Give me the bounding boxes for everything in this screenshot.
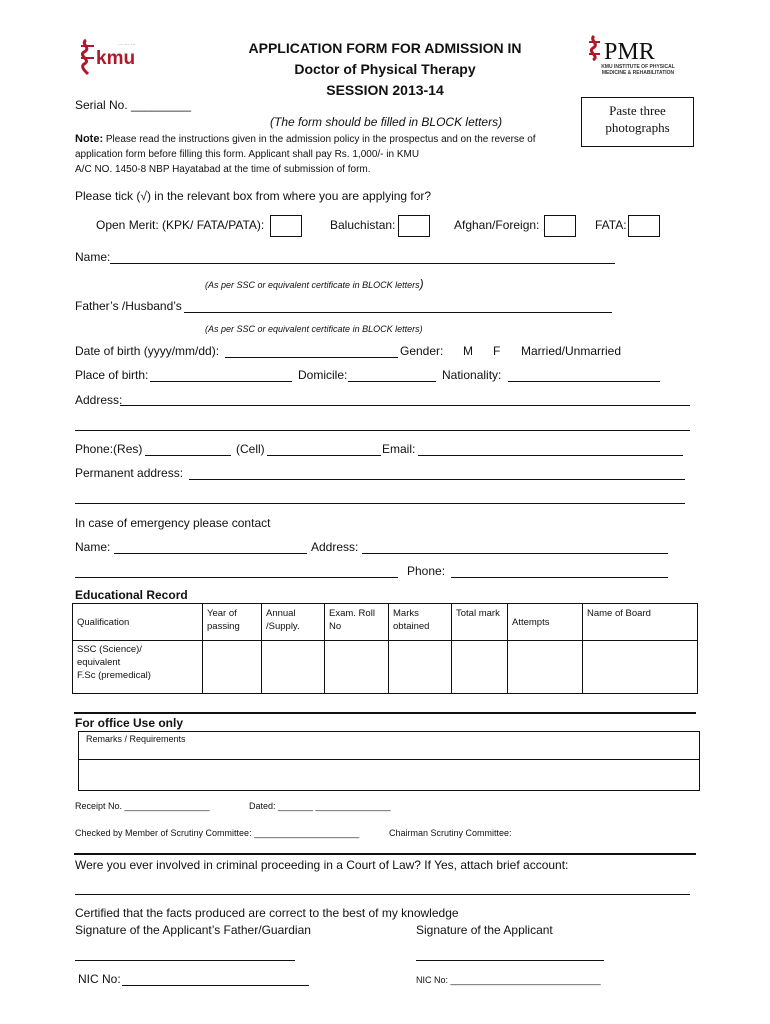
email-label: Email: xyxy=(382,442,416,456)
education-table xyxy=(72,603,698,694)
nic-left-field[interactable] xyxy=(122,985,309,986)
nationality-field[interactable] xyxy=(508,381,660,382)
annual-cell[interactable] xyxy=(262,641,325,694)
father-signature-field[interactable] xyxy=(75,960,295,961)
note-line2: application form before filling this form. Applicant shall pay Rs. 1,000/- in KMU xyxy=(75,149,420,160)
note-label: Note: xyxy=(75,133,104,145)
criminal-divider xyxy=(74,853,696,855)
marks-cell[interactable] xyxy=(389,641,452,694)
kmu-logo xyxy=(78,36,154,76)
emergency-phone-label: Phone: xyxy=(407,564,446,578)
dob-label: Date of birth (yyyy/mm/dd): xyxy=(75,344,220,358)
col-year: Year of passing xyxy=(203,604,262,641)
block-letters-note: (The form should be filled in BLOCK letters) xyxy=(270,115,503,129)
gender-label: Gender: xyxy=(400,344,444,358)
phone-res-label: Phone:(Res) xyxy=(75,442,143,456)
office-heading: For office Use only xyxy=(75,716,184,730)
gender-female-option[interactable]: F xyxy=(493,344,501,358)
dob-field[interactable] xyxy=(225,357,398,358)
father-name-hint: (As per SSC or equivalent certificate in BLOCK letters) xyxy=(205,324,423,334)
address-label: Address: xyxy=(75,393,123,407)
serial-number: Serial No. _________ xyxy=(75,98,192,112)
photo-box-line1: Paste three xyxy=(609,103,666,118)
emergency-address-field[interactable] xyxy=(362,553,668,554)
photo-box-line2: photographs xyxy=(605,120,670,135)
emergency-address-label: Address: xyxy=(311,540,359,554)
option-afghan-checkbox[interactable] xyxy=(544,215,576,237)
total-cell[interactable] xyxy=(452,641,508,694)
chairman-scrutiny: Chairman Scrutiny Committee: xyxy=(389,828,512,838)
nationality-label: Nationality: xyxy=(442,368,502,382)
nic-right[interactable]: NIC No: ______________________________ xyxy=(416,975,601,985)
note-line3: A/C NO. 1450-8 NBP Hayatabad at the time of submission of form. xyxy=(75,164,371,175)
option-fata-label: FATA: xyxy=(595,218,627,232)
certification-statement: Certified that the facts produced are correct to the best of my knowledge xyxy=(75,906,459,920)
title-line1: APPLICATION FORM FOR ADMISSION IN xyxy=(248,40,522,56)
svg-text:⋯ ⋯ ⋯: ⋯ ⋯ ⋯ xyxy=(118,42,136,48)
phone-res-field[interactable] xyxy=(145,455,231,456)
name-label: Name: xyxy=(75,250,111,264)
col-roll: Exam. Roll No xyxy=(325,604,389,641)
tick-prompt: Please tick (√) in the relevant box from where you are applying for? xyxy=(75,189,432,203)
domicile-field[interactable] xyxy=(348,381,436,382)
board-cell[interactable] xyxy=(583,641,698,694)
pmr-logo-subtext: KMU INSTITUTE OF PHYSICAL MEDICINE & REHABILITATION xyxy=(601,64,675,76)
applicant-signature-label: Signature of the Applicant xyxy=(416,923,553,937)
option-open-merit-label: Open Merit: (KPK/ FATA/PATA): xyxy=(96,218,265,232)
svg-text:PMR: PMR xyxy=(604,39,655,65)
domicile-label: Domicile: xyxy=(298,368,348,382)
option-fata-checkbox[interactable] xyxy=(628,215,660,237)
attempts-cell[interactable] xyxy=(508,641,583,694)
remarks-label: Remarks / Requirements xyxy=(86,734,186,744)
education-heading: Educational Record xyxy=(75,588,188,602)
col-board: Name of Board xyxy=(583,604,698,641)
title-line2: Doctor of Physical Therapy xyxy=(294,61,476,77)
permanent-address-field-line1[interactable] xyxy=(189,479,685,480)
col-attempts: Attempts xyxy=(508,604,583,641)
marital-status-option[interactable]: Married/Unmarried xyxy=(521,344,622,358)
emergency-name-field[interactable] xyxy=(114,553,307,554)
cell-field[interactable] xyxy=(267,455,381,456)
nic-left-label: NIC No: xyxy=(78,972,121,986)
emergency-name-label: Name: xyxy=(75,540,111,554)
education-header-row xyxy=(73,604,698,641)
father-signature-label: Signature of the Applicant’s Father/Guardian xyxy=(75,923,311,937)
emergency-address-field-line2[interactable] xyxy=(75,577,398,578)
dated: Dated: _______ _______________ xyxy=(249,801,391,811)
place-of-birth-field[interactable] xyxy=(150,381,292,382)
table-row xyxy=(73,641,698,694)
father-name-field[interactable] xyxy=(184,312,612,313)
permanent-address-field-line2[interactable] xyxy=(75,503,685,504)
emergency-heading: In case of emergency please contact xyxy=(75,516,271,530)
form-title xyxy=(200,38,570,101)
father-name-label: Father’s /Husband’s xyxy=(75,299,182,313)
option-open-merit-checkbox[interactable] xyxy=(270,215,302,237)
emergency-phone-field[interactable] xyxy=(451,577,668,578)
receipt-number: Receipt No. _________________ xyxy=(75,801,210,811)
applicant-signature-field[interactable] xyxy=(416,960,604,961)
criminal-answer-field[interactable] xyxy=(75,894,690,895)
svg-text:kmu: kmu xyxy=(96,48,136,69)
col-annual: Annual /Supply. xyxy=(262,604,325,641)
row-fsc: F.Sc (premedical) xyxy=(77,670,151,681)
title-line3: SESSION 2013-14 xyxy=(326,82,444,98)
year-cell[interactable] xyxy=(203,641,262,694)
permanent-address-label: Permanent address: xyxy=(75,466,184,480)
gender-male-option[interactable]: M xyxy=(463,344,473,358)
option-baluchistan-checkbox[interactable] xyxy=(398,215,430,237)
col-total: Total mark xyxy=(452,604,508,641)
col-qualification: Qualification xyxy=(73,604,203,641)
cell-label: (Cell) xyxy=(236,442,265,456)
row-ssc: SSC (Science)/ equivalent xyxy=(77,644,142,668)
checked-by: Checked by Member of Scrutiny Committee: _____________________ xyxy=(75,828,360,838)
remarks-box[interactable] xyxy=(78,731,700,791)
photo-box[interactable] xyxy=(581,97,694,147)
note-line1: Please read the instructions given in the admission policy in the prospectus and on the reverse of xyxy=(105,134,536,145)
email-field[interactable] xyxy=(418,455,683,456)
name-hint: (As per SSC or equivalent certificate in BLOCK letters) xyxy=(205,277,424,291)
address-field-line1[interactable] xyxy=(120,405,690,406)
qualification-cell xyxy=(73,641,203,694)
name-field[interactable] xyxy=(110,263,615,264)
note xyxy=(75,132,536,177)
pmr-logo xyxy=(588,33,684,75)
option-afghan-label: Afghan/Foreign: xyxy=(454,218,540,232)
option-baluchistan-label: Baluchistan: xyxy=(330,218,396,232)
office-divider xyxy=(74,712,696,714)
place-of-birth-label: Place of birth: xyxy=(75,368,149,382)
criminal-question: Were you ever involved in criminal proceeding in a Court of Law? If Yes, attach brief account: xyxy=(75,858,569,872)
address-field-line2[interactable] xyxy=(75,430,690,431)
col-marks: Marks obtained xyxy=(389,604,452,641)
roll-cell[interactable] xyxy=(325,641,389,694)
